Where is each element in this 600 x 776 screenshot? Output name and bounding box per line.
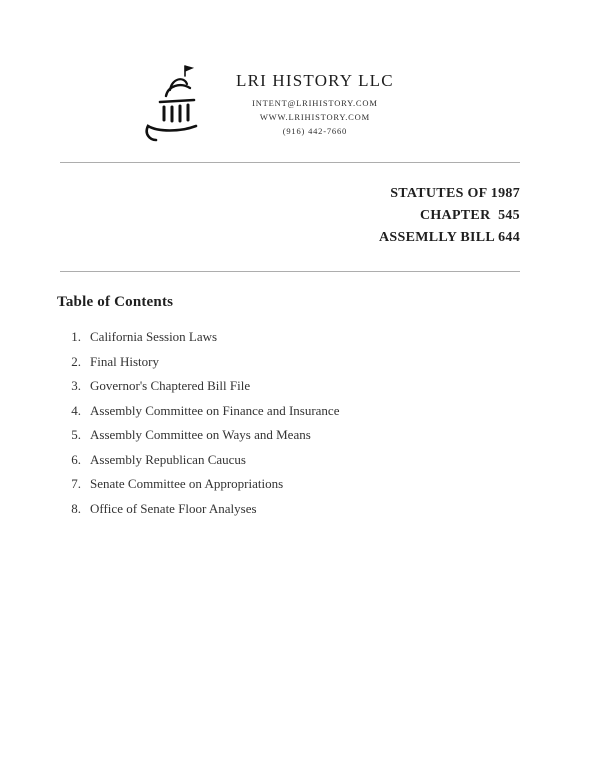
toc-item: [57, 423, 600, 448]
capitol-sketch-logo-icon: [140, 60, 210, 146]
toc-item-number: 1.: [71, 329, 81, 344]
toc-item-number: 4.: [71, 402, 81, 418]
toc-item-number: 3.: [71, 378, 81, 393]
toc-item: [57, 374, 600, 399]
toc-item-number: 8.: [71, 500, 81, 516]
reference-divider: [60, 271, 520, 272]
statutes-line: STATUTES OF 1987: [390, 186, 520, 201]
toc-item-label: Office of Senate Floor Analyses: [90, 500, 257, 516]
toc-item-label: California Session Laws: [90, 329, 218, 344]
toc-item: [57, 325, 600, 350]
toc-item-number: 5.: [71, 427, 81, 442]
company-name: LRI HISTORY LLC: [236, 70, 394, 90]
toc-item-label: Governor's Chaptered Bill File: [90, 378, 251, 393]
toc-item-label: Senate Committee on Appropriations: [90, 476, 284, 491]
toc-item-number: 6.: [71, 451, 81, 467]
toc-item-label: Assembly Republican Caucus: [90, 451, 246, 467]
toc-item-label: Assembly Committee on Finance and Insurance: [90, 402, 340, 418]
company-phone: (916) 442-7660: [282, 125, 348, 136]
company-email: INTENT@LRIHISTORY.COM: [252, 97, 378, 108]
toc-item: [57, 497, 600, 522]
toc-title: Table of Contents: [57, 294, 174, 310]
toc-item-label: Assembly Committee on Ways and Means: [90, 427, 311, 442]
company-website: WWW.LRIHISTORY.COM: [259, 111, 370, 122]
toc-item-number: 7.: [71, 476, 81, 491]
header-divider: [60, 162, 520, 163]
toc-item: [57, 399, 600, 424]
toc-item: [57, 448, 600, 473]
toc-list: [57, 325, 600, 521]
bill-line: ASSEMLLY BILL 644: [378, 230, 520, 245]
letterhead: [0, 0, 600, 146]
company-block: [236, 71, 394, 136]
toc-item-number: 2.: [71, 353, 81, 369]
chapter-line: CHAPTER 545: [419, 208, 520, 223]
statute-reference: [60, 183, 520, 249]
toc-item-label: Final History: [90, 353, 159, 369]
toc-item: [57, 350, 600, 375]
toc-item: [57, 472, 600, 497]
